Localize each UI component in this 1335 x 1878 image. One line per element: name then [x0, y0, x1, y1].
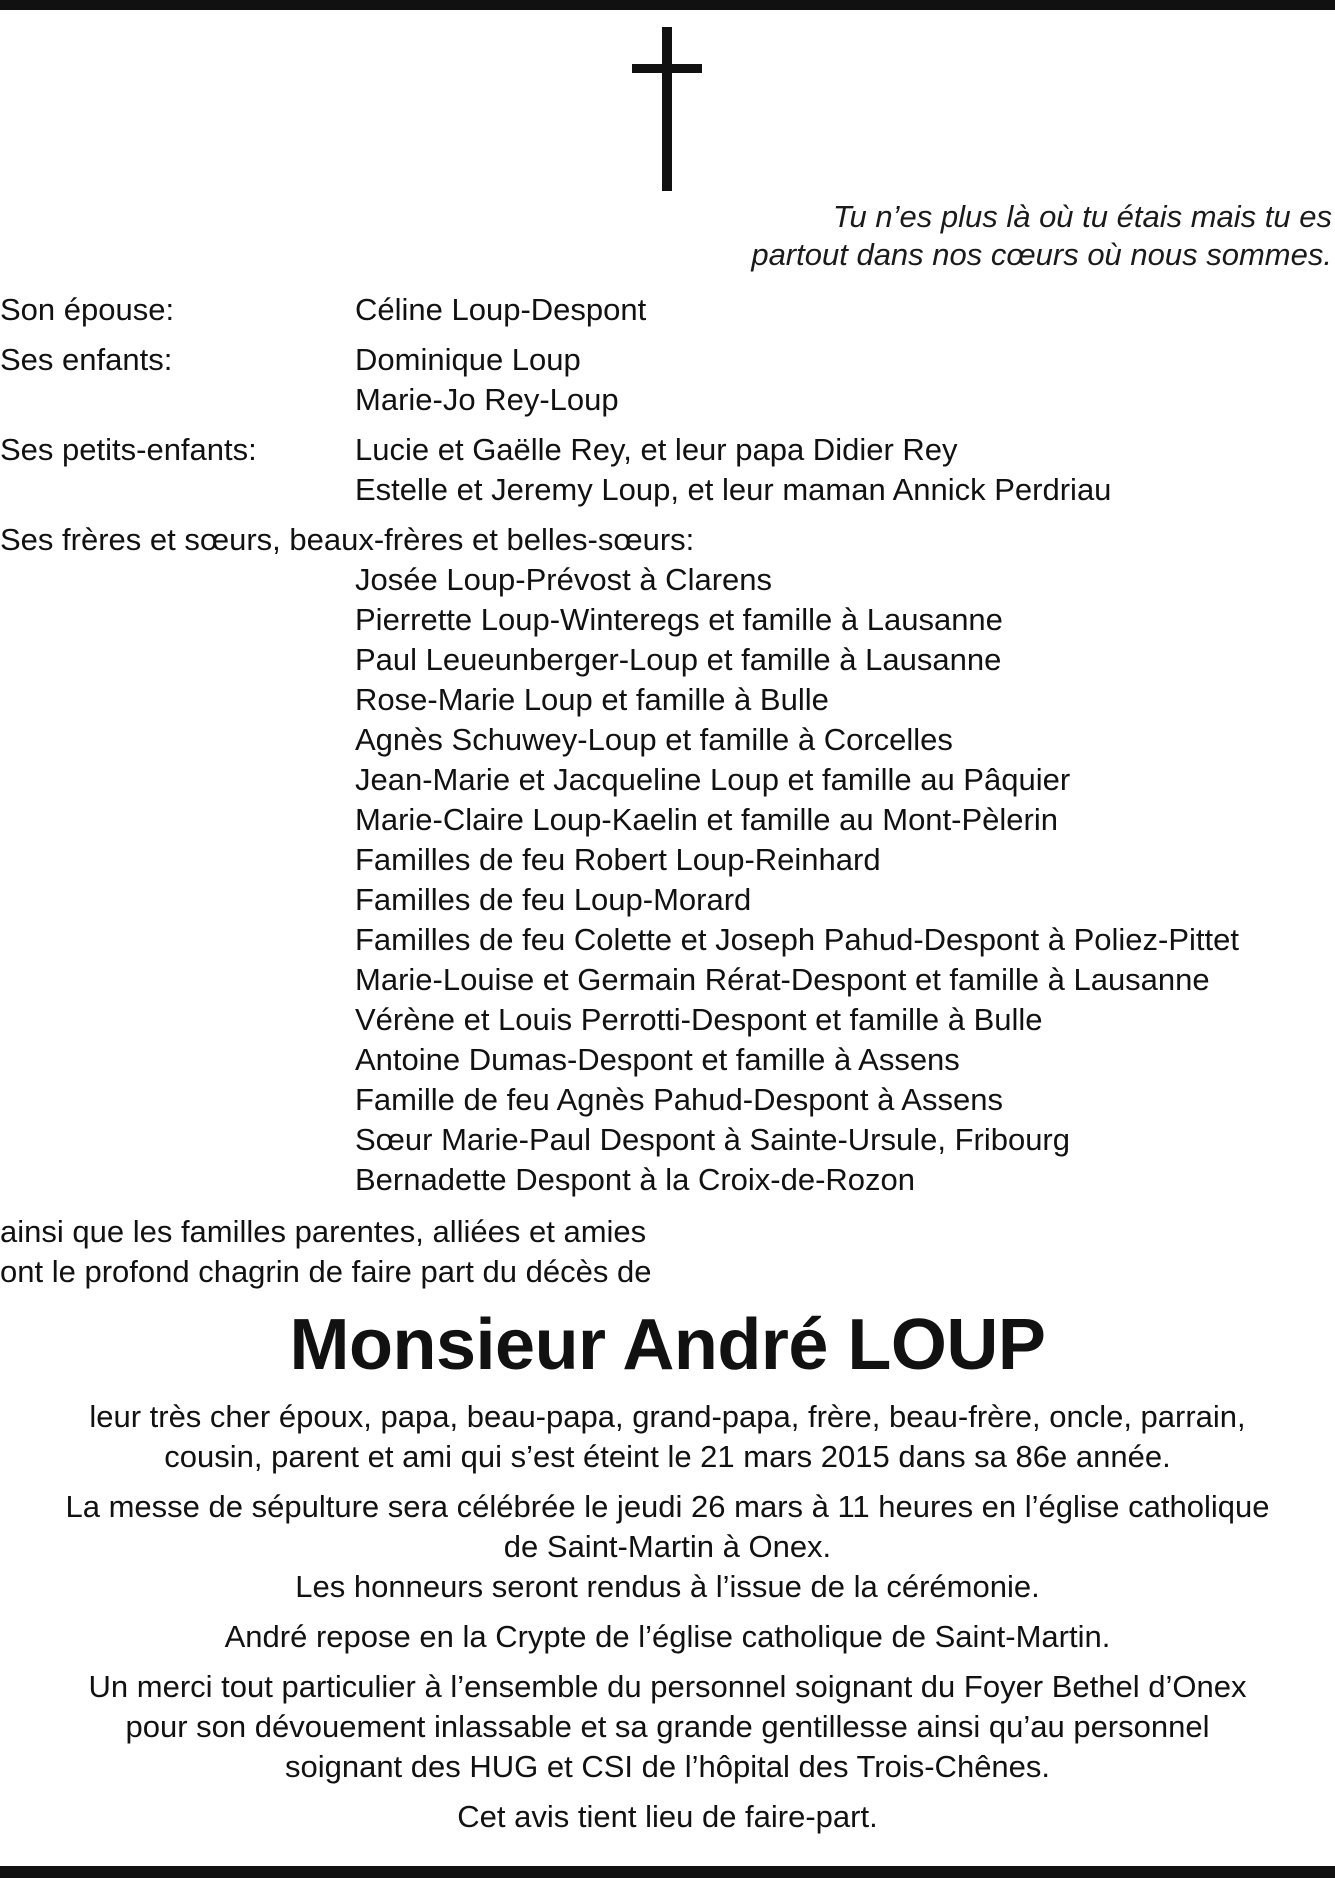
thanks-paragraph	[0, 1667, 1335, 1787]
paragraph-line: La messe de sépulture sera célébrée le jeudi 26 mars à 11 heures en l’église catholique	[65, 1489, 1270, 1524]
family-name: Lucie et Gaëlle Rey, et leur papa Didier Rey	[355, 432, 958, 467]
sibling-name: Josée Loup-Prévost à Clarens	[355, 562, 773, 597]
sibling-name: Rose-Marie Loup et famille à Bulle	[355, 682, 829, 717]
deceased-name: Monsieur André LOUP	[289, 1305, 1046, 1385]
family-row-spouse	[0, 290, 1335, 330]
family-row-children	[0, 340, 1335, 420]
tribute-paragraph	[0, 1397, 1335, 1477]
quote-line: partout dans nos cœurs où nous sommes.	[751, 237, 1332, 272]
paragraph-line: leur très cher époux, papa, beau-papa, grand-papa, frère, beau-frère, oncle, parrain,	[89, 1399, 1246, 1434]
family-label: Son épouse:	[0, 292, 175, 327]
sibling-name: Sœur Marie-Paul Despont à Sainte-Ursule, Fribourg	[355, 1122, 1070, 1157]
closing-line: ont le profond chagrin de faire part du décès de	[0, 1254, 652, 1289]
notice-paragraph	[0, 1797, 1335, 1837]
family-list	[0, 290, 1335, 1292]
quote-line: Tu n’es plus là où tu étais mais tu es	[832, 199, 1332, 234]
mass-paragraph	[0, 1487, 1335, 1567]
paragraph-line: Les honneurs seront rendus à l’issue de la cérémonie.	[295, 1569, 1040, 1604]
family-label: Ses petits-enfants:	[0, 432, 257, 467]
family-label: Ses enfants:	[0, 342, 173, 377]
paragraph-line: André repose en la Crypte de l’église catholique de Saint-Martin.	[224, 1619, 1111, 1654]
sibling-name: Bernadette Despont à la Croix-de-Rozon	[355, 1162, 916, 1197]
siblings-label: Ses frères et sœurs, beaux-frères et belles-sœurs:	[0, 522, 695, 557]
top-border-rule	[0, 0, 1335, 10]
notice-body	[0, 1397, 1335, 1847]
closing-line: ainsi que les familles parentes, alliées et amies	[0, 1214, 647, 1249]
family-name: Marie-Jo Rey-Loup	[355, 382, 619, 417]
bottom-border-rule	[0, 1866, 1335, 1878]
family-name: Estelle et Jeremy Loup, et leur maman Annick Perdriau	[355, 472, 1112, 507]
sibling-name: Familles de feu Loup-Morard	[355, 882, 752, 917]
sibling-name: Paul Leueunberger-Loup et famille à Lausanne	[355, 642, 1002, 677]
sibling-name: Pierrette Loup-Winteregs et famille à Lausanne	[355, 602, 1003, 637]
siblings-list	[0, 560, 1335, 1200]
sibling-name: Marie-Louise et Germain Rérat-Despont et famille à Lausanne	[355, 962, 1210, 997]
paragraph-line: pour son dévouement inlassable et sa grande gentillesse ainsi qu’au personnel	[125, 1709, 1210, 1744]
honours-paragraph	[0, 1567, 1335, 1607]
sibling-name: Agnès Schuwey-Loup et famille à Corcelles	[355, 722, 953, 757]
paragraph-line: de Saint-Martin à Onex.	[503, 1529, 832, 1564]
sibling-name: Familles de feu Robert Loup-Reinhard	[355, 842, 881, 877]
family-row-grandchildren	[0, 430, 1335, 510]
sibling-name: Jean-Marie et Jacqueline Loup et famille au Pâquier	[355, 762, 1071, 797]
paragraph-line: Cet avis tient lieu de faire-part.	[457, 1799, 878, 1834]
paragraph-line: Un merci tout particulier à l’ensemble du personnel soignant du Foyer Bethel d’Onex	[88, 1669, 1247, 1704]
sibling-name: Vérène et Louis Perrotti-Despont et famille à Bulle	[355, 1002, 1043, 1037]
sibling-name: Antoine Dumas-Despont et famille à Assens	[355, 1042, 960, 1077]
cross-icon	[632, 27, 702, 191]
sibling-name: Familles de feu Colette et Joseph Pahud-Despont à Poliez-Pittet	[355, 922, 1239, 957]
paragraph-line: soignant des HUG et CSI de l’hôpital des Trois-Chênes.	[284, 1749, 1051, 1784]
epigraph-quote	[751, 198, 1332, 274]
paragraph-line: cousin, parent et ami qui s’est éteint le 21 mars 2015 dans sa 86e année.	[164, 1439, 1171, 1474]
family-name: Dominique Loup	[355, 342, 581, 377]
sibling-name: Famille de feu Agnès Pahud-Despont à Assens	[355, 1082, 1003, 1117]
closing-statement	[0, 1212, 1335, 1292]
sibling-name: Marie-Claire Loup-Kaelin et famille au Mont-Pèlerin	[355, 802, 1058, 837]
rest-paragraph	[0, 1617, 1335, 1657]
family-name: Céline Loup-Despont	[355, 292, 647, 327]
